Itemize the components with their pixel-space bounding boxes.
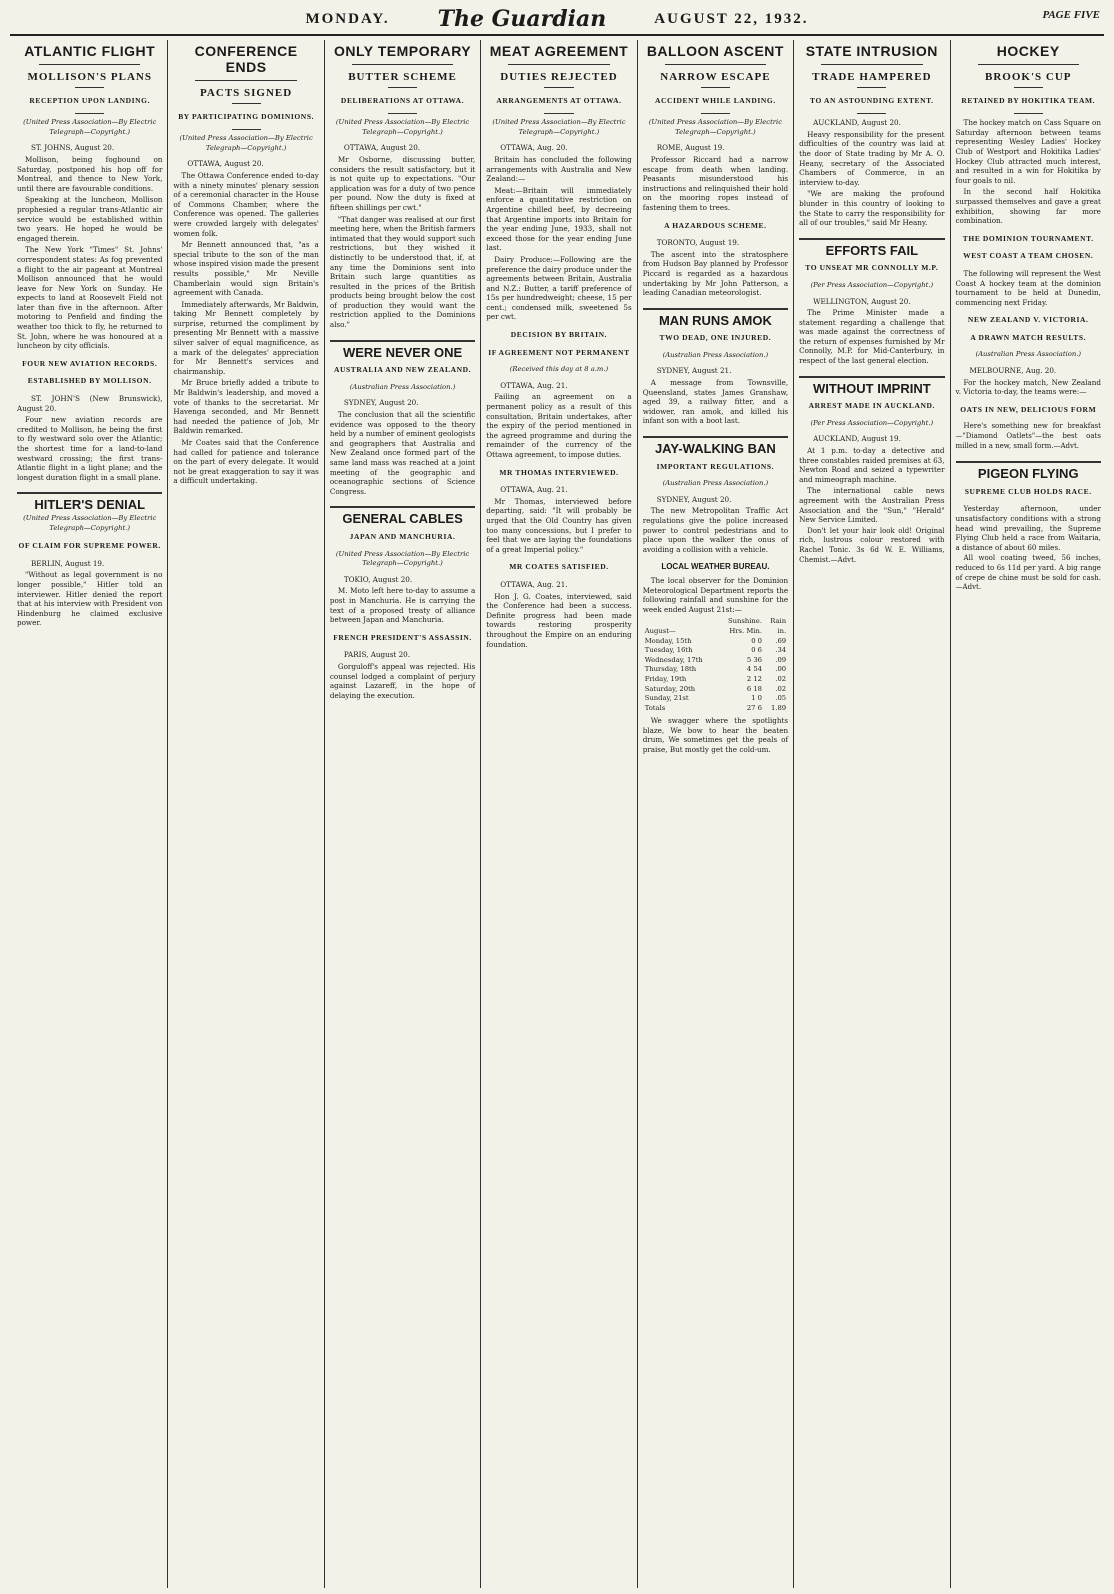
section-heading: THE DOMINION TOURNAMENT. (962, 233, 1094, 243)
credit-line: (Australian Press Association.) (662, 479, 769, 488)
table-cell: 1 0 (751, 694, 762, 703)
headline: EFFORTS FAIL (799, 238, 944, 256)
column-state-intrusion (794, 40, 950, 1588)
table-row (643, 675, 788, 685)
table-cell: Tuesday, 16th (644, 646, 693, 655)
deck: ARRANGEMENTS AT OTTAWA. (496, 95, 622, 105)
deck: SUPREME CLUB HOLDS RACE. (964, 486, 1092, 496)
credit-line: (United Press Association—By Electric Telegraph—Copyright.) (648, 118, 783, 136)
subheadline: DUTIES REJECTED (500, 71, 618, 83)
deck: RECEPTION UPON LANDING. (29, 95, 151, 105)
table-cell: 2 12 (746, 674, 762, 683)
deck: OF CLAIM FOR SUPREME POWER. (18, 541, 161, 551)
paragraph: The new Metropolitan Traffic Act regulations give the police increased power to control pedestrians and to place upon the walker the onus of avoiding a collision with a vehicle. (642, 506, 789, 554)
divider (232, 103, 261, 104)
paragraph: In the second half Hokitika surpassed themselves and gave a great exhibition, showing far more combination. (955, 187, 1101, 226)
table-cell: in. (777, 626, 787, 635)
table-row (643, 646, 788, 656)
divider (388, 113, 417, 114)
divider (1014, 87, 1043, 88)
table-cell: Sunday, 21st (644, 694, 689, 703)
paragraph: A message from Townsville, Queensland, states James Granshaw, aged 39, a railway fitter, and a widower, ran amok, and killed his infant son with a boot last. (642, 378, 789, 426)
section-subheading: A DRAWN MATCH RESULTS. (970, 332, 1087, 342)
headline: JAY-WALKING BAN (643, 436, 788, 454)
credit-line: (Australian Press Association.) (349, 382, 456, 391)
table-cell: 0 0 (751, 636, 762, 645)
deck: TO AN ASTOUNDING EXTENT. (810, 95, 934, 105)
table-cell: 0 6 (751, 646, 762, 655)
headline: WERE NEVER ONE (330, 340, 475, 358)
table-cell: Totals (644, 703, 666, 712)
masthead-title: The Guardian (437, 6, 607, 32)
paragraph: The following will represent the West Coast A hockey team at the dominion tournament to be held at Dunedin, commencing next Friday. (955, 268, 1101, 307)
column-balloon-ascent (638, 40, 794, 1588)
table-cell: 1.89 (770, 703, 787, 712)
page-number: PAGE FIVE (1042, 9, 1100, 21)
deck: JAPAN AND MANCHURIA. (349, 531, 456, 541)
section-heading: MR THOMAS INTERVIEWED. (499, 467, 619, 477)
headline: CONFERENCE ENDS (194, 43, 298, 75)
divider (1014, 113, 1043, 114)
masthead-day: MONDAY. (305, 10, 390, 27)
paragraph: The ascent into the stratosphere from Hudson Bay planned by Professor Piccard is regarded as a hazardous undertaking by Mr John Patterson, a leading Canadian meteorologist. (642, 249, 789, 298)
dateline: TOKIO, August 20. (343, 574, 413, 584)
dateline: OTTAWA, Aug. 21. (500, 380, 568, 390)
table-cell: 27 6 (746, 703, 762, 712)
paragraph: The conclusion that all the scientific evidence was opposed to the theory held by a number of eminent geologists and geographers that Australia and New Zealand once formed part of the same land mass was reached at a joint meeting of the geographic and oceanographic sections of Science Congress. (329, 410, 476, 496)
table-cell: August— (644, 626, 676, 635)
column-only-temporary (325, 40, 481, 1588)
credit-line: (Received this day at 8 a.m.) (509, 365, 609, 374)
headline: MEAT AGREEMENT (489, 43, 629, 59)
table-header-row (643, 617, 788, 627)
column-conference-ends (168, 40, 324, 1588)
dateline: OTTAWA, August 20. (343, 143, 421, 153)
deck: TWO DEAD, ONE INJURED. (659, 333, 772, 343)
dateline: ROME, August 19. (656, 143, 725, 153)
paragraph: Britain has concluded the following arrangements with Australia and New Zealand:— (486, 154, 632, 184)
section-heading: A HAZARDOUS SCHEME. (664, 220, 767, 230)
credit-line: (Australian Press Association.) (662, 350, 769, 359)
paragraph: The hockey match on Cass Square on Saturday afternoon between teams representing Wesley Ladies' Hockey Club of Westport and Hokitika Ladies' Hockey Club attracted much interest, and resulted in a win for Hokitika by four goals to nil. (955, 118, 1101, 185)
section-heading: FOUR NEW AVIATION RECORDS. (22, 358, 158, 368)
paragraph: "That danger was realised at our first meeting here, when the British farmers intimated that they would support such restrictions, but they wished it distinctly to be understood that, if, at any time the Dominions sent into Britain such large quantities as resulted in the prices of the British products being brought below the cost of production they would want the restriction applied to the Dominions also." (329, 214, 476, 330)
paragraph: At 1 p.m. to-day a detective and three constables raided premises at 63, Newton Road and seized a typewriter and mimeograph machine. (799, 446, 945, 484)
masthead (10, 4, 1104, 36)
credit-line: (United Press Association—By Electric Telegraph—Copyright.) (335, 118, 470, 136)
paragraph: Mr Coates said that the Conference had called for patience and tolerance on the part of every delegate. It would not be great exaggeration to say it was a difficult undertaking. (173, 438, 319, 486)
paragraph: The Prime Minister made a statement regarding a challenge that was made against the correctness of the return of expenses furnished by Mr Connolly, M.P. for Mid-Canterbury, in respect of the last general election. (799, 308, 945, 366)
subheadline: PACTS SIGNED (200, 87, 293, 99)
table-cell: Rain (770, 617, 787, 626)
paragraph: Mr Osborne, discussing butter, considers the result satisfactory, but it is not quite up to expectations. "Our application was for a duty of two pence per pound. Now the duty is fixed at fifteen shillings per cwt." (329, 154, 476, 212)
table-row (643, 694, 788, 704)
deck: TO UNSEAT MR CONNOLLY M.P. (805, 263, 939, 273)
table-cell: Friday, 19th (644, 674, 687, 683)
divider (195, 80, 296, 81)
masthead-date: AUGUST 22, 1932. (654, 10, 809, 27)
headline: STATE INTRUSION (805, 43, 938, 59)
paragraph: "Without as legal government is no longer possible," Hitler told an interviewer. Hitler denied the report that at his interview with President von Hindenburg he claimed exclusive power. (17, 570, 163, 628)
deck: RETAINED BY HOKITIKA TEAM. (961, 95, 1096, 105)
paragraph: The international cable news agreement with the Australian Press Association and the "Sun," "Herald" New Service Limited. (799, 486, 945, 525)
table-cell: .02 (775, 684, 787, 693)
dateline: SYDNEY, August 21. (656, 366, 732, 376)
dateline: BERLIN, August 19. (31, 558, 105, 568)
divider (544, 113, 573, 114)
section-heading: NEW ZEALAND V. VICTORIA. (967, 315, 1089, 325)
subheadline: BROOK'S CUP (985, 71, 1072, 83)
paragraph: Speaking at the luncheon, Mollison prophesied a regular trans-Atlantic air service would be established within two years. He hoped he would be engaged therein. (17, 195, 163, 243)
headline: HITLER'S DENIAL (17, 492, 162, 510)
divider (75, 113, 104, 114)
column-hockey (951, 40, 1106, 1588)
table-cell: Wednesday, 17th (644, 655, 703, 664)
advertisement: All wool coating tweed, 56 inches, reduced to 6s 11d per yard. A big range of crepe de chine must be sold for cash.—Advt. (955, 554, 1101, 592)
dateline: OTTAWA, Aug. 21. (500, 579, 568, 589)
paragraph: The Ottawa Conference ended to-day with a ninety minutes' plenary session of a ceremonial character in the House of Commons Chamber, where the Conference was opened. The galleries were crowded largely with delegates' women folk. (173, 170, 319, 238)
table-header-row (643, 627, 788, 637)
divider (821, 64, 922, 65)
credit-line: (Per Press Association—Copyright.) (810, 418, 934, 427)
paragraph: Meat:—Britain will immediately enforce a quantitative restriction on Argentine chilled beef, by decreeing that Argentine imports into Britain for the year ending June, 1933, shall not exceed those for the year ending June last. (486, 185, 632, 253)
subheadline: NARROW ESCAPE (660, 71, 771, 83)
section-subheading: IF AGREEMENT NOT PERMANENT (488, 347, 630, 357)
deck: AUSTRALIA AND NEW ZEALAND. (333, 365, 472, 375)
table-cell: Monday, 15th (644, 636, 692, 645)
section-heading: FRENCH PRESIDENT'S ASSASSIN. (333, 632, 472, 642)
credit-line: (United Press Association—By Electric Telegraph—Copyright.) (23, 118, 157, 136)
paragraph: Professor Riccard had a narrow escape from death when landing. Peasants misunderstood his instructions and relinquished their hold on the mooring ropes instead of fastening them to trees. (642, 154, 789, 212)
deck: BY PARTICIPATING DOMINIONS. (178, 111, 315, 121)
divider (978, 64, 1079, 65)
divider (39, 64, 140, 65)
paragraph: The local observer for the Dominion Meteorological Department reports the following rainfall and sunshine for the week ended August 21st:— (642, 575, 789, 614)
paragraph: Mollison, being fogbound on Saturday, postponed his hop off for Montreal, and thence to New York, until there are favourable conditions. (17, 154, 163, 193)
column-meat-agreement (481, 40, 637, 1588)
table-cell: Thursday, 18th (644, 665, 697, 674)
table-row (643, 665, 788, 675)
paragraph: M. Moto left here to-day to assume a post in Manchuria. He is carrying the text of a proposed treaty of alliance between Japan and Manchuria. (329, 586, 476, 625)
dateline: PARIS, August 20. (343, 650, 411, 660)
table-cell: 6 18 (746, 684, 762, 693)
subheadline: BUTTER SCHEME (348, 71, 457, 83)
dateline: SYDNEY, August 20. (343, 398, 419, 408)
table-cell: 5 36 (746, 655, 762, 664)
paragraph: Heavy responsibility for the present difficulties of the country was laid at the door of State trading by Mr A. O. Heany, secretary of the Associated Chambers of Commerce, in an interview to-day. (799, 129, 945, 187)
table-cell: .00 (775, 665, 787, 674)
divider (701, 113, 730, 114)
table-cell: .69 (775, 636, 787, 645)
table-cell: 4 54 (746, 665, 762, 674)
table-row (643, 656, 788, 666)
dateline: ST. JOHN'S (New Brunswick), August 20. (17, 394, 163, 413)
paragraph: Mr Bennett announced that, "as a special tribute to the son of the man whose inspired vision made the present results possible," Mr Neville Chamberlain would sign Britain's agreement with Canada. (173, 240, 319, 298)
column-atlantic-flight (12, 40, 168, 1588)
table-row (643, 685, 788, 695)
divider (665, 64, 766, 65)
subheadline: MOLLISON'S PLANS (27, 71, 152, 83)
section-heading: MR COATES SATISFIED. (509, 562, 609, 572)
dateline: OTTAWA, Aug. 21. (500, 485, 568, 495)
table-row (643, 637, 788, 647)
subheadline: TRADE HAMPERED (812, 71, 932, 83)
dateline: WELLINGTON, August 20. (813, 296, 911, 306)
paragraph: The New York "Times" St. Johns' correspondent states: As fog prevented a flight to the air pageant at Montreal Mollison announced that he would leave for New York on Sunday. He expects to land at Roosevelt Field not later than five in the afternoon. After motoring to Penfield and finding the weather too thick to fly, he returned to St. John, where he was honoured at a luncheon by city officials. (17, 245, 163, 351)
dateline: AUCKLAND, August 20. (813, 118, 901, 128)
divider (701, 87, 730, 88)
divider (232, 129, 261, 130)
dateline: ST. JOHNS, August 20. (31, 143, 115, 153)
table-cell (643, 617, 718, 627)
divider (857, 113, 886, 114)
headline: BALLOON ASCENT (646, 43, 784, 59)
deck: ACCIDENT WHILE LANDING. (654, 95, 776, 105)
credit-line: (United Press Association—By Electric Telegraph—Copyright.) (179, 134, 313, 152)
headline: HOCKEY (996, 43, 1060, 59)
dateline: AUCKLAND, August 19. (813, 434, 901, 444)
table-cell: Hrs. Min. (729, 626, 762, 635)
paragraph: Mr Thomas, interviewed before departing, said: "It will probably be urged that the Old Country has given too many concessions, but I prefer to feel that we are laying the foundations of a great Imperial policy." (486, 496, 632, 554)
advertisement: Here's something new for breakfast —"Diamond Oatlets"—the best oats milled in a new, small form.—Advt. (955, 422, 1101, 450)
credit-line: (Per Press Association—Copyright.) (810, 280, 934, 289)
divider (508, 64, 609, 65)
paragraph: For the hockey match, New Zealand v. Victoria to-day, the teams were:— (955, 377, 1101, 397)
paragraph: Four new aviation records are credited to Mollison, he being the first to fly westward solo over the Atlantic; the shortest time for a land-to-land westward crossing; the first trans-Atlantic flight in a light plane; and the longest duration flight in a small plane. (17, 415, 163, 482)
divider (388, 87, 417, 88)
dateline: MELBOURNE, Aug. 20. (969, 366, 1057, 376)
table-cell: Saturday, 20th (644, 684, 696, 693)
paragraph: Mr Bruce briefly added a tribute to Mr Baldwin's leadership, and moved a vote of thanks to the secretariat. Mr Havenga seconded, and Mr Bennett had needed the patience of Job, Mr Baldwin remarked. (173, 378, 319, 436)
weather-table (643, 617, 788, 713)
dateline: SYDNEY, August 20. (656, 494, 732, 504)
table-cell: .09 (775, 655, 787, 664)
headline: MAN RUNS AMOK (643, 308, 788, 326)
section-subheading: WEST COAST A TEAM CHOSEN. (963, 251, 1094, 261)
dateline: TORONTO, August 19. (656, 238, 740, 248)
deck: IMPORTANT REGULATIONS. (656, 461, 775, 471)
headline: ATLANTIC FLIGHT (24, 43, 156, 59)
paragraph: Dairy Produce:—Following are the preference the dairy produce under the agreements between Britain, Australia and N.Z.: Butter, a tariff preference of 15s per hundredweight; cheese, 15 per cent.; condensed milk, sweetened 5s per cwt. (486, 254, 632, 322)
headline: WITHOUT IMPRINT (799, 376, 944, 394)
divider (857, 87, 886, 88)
divider (75, 87, 104, 88)
deck: DELIBERATIONS AT OTTAWA. (340, 95, 465, 105)
table-cell: .02 (775, 674, 787, 683)
divider (544, 87, 573, 88)
section-heading: DECISION BY BRITAIN. (510, 330, 608, 340)
paragraph: Yesterday afternoon, under unsatisfactory conditions with a strong head wind prevailing, the Supreme Flying Club held a race from Waitaria, a distance of about 60 miles. (955, 504, 1101, 552)
paragraph: Hon J. G. Coates, interviewed, said the Conference had been a success. Definite progress had been made towards restoring prosperity throughout the Empire on an enduring foundation. (486, 591, 632, 649)
credit-line: (United Press Association—By Electric Telegraph—Copyright.) (492, 118, 626, 136)
paragraph: Gorguloff's appeal was rejected. His counsel lodged a complaint of perjury against Lazareff, in the hope of delaying the execution. (329, 661, 476, 700)
credit-line: (United Press Association—By Electric Telegraph—Copyright.) (335, 549, 470, 568)
credit-line: (Australian Press Association.) (975, 350, 1082, 359)
table-total-row (643, 704, 788, 714)
columns (12, 40, 1106, 1588)
credit-line: (United Press Association—By Electric Telegraph—Copyright.) (23, 513, 157, 532)
deck: ARREST MADE IN AUCKLAND. (808, 401, 935, 411)
headline: PIGEON FLYING (956, 461, 1101, 479)
headline: LOCAL WEATHER BUREAU. (661, 562, 770, 572)
paragraph: Failing an agreement on a permanent policy as a result of this consultation, Britain undertakes, after the expiry of the period mentioned in the agreed programme and during the remainder of the currency of the Ottawa agreement, to impose duties. (486, 392, 632, 459)
paragraph: "We are making the profound blunder in this country of looking to the State to carry the responsibility for all of our troubles," said Mr Heany. (799, 189, 945, 228)
headline: ONLY TEMPORARY (333, 43, 472, 59)
table-cell: .34 (775, 646, 787, 655)
divider (352, 64, 453, 65)
table-cell: Sunshine. (727, 617, 762, 626)
dateline: OTTAWA, August 20. (187, 159, 264, 169)
headline: GENERAL CABLES (330, 506, 475, 524)
advertisement-heading: OATS IN NEW, DELICIOUS FORM (960, 404, 1097, 414)
dateline: OTTAWA, Aug. 20. (500, 143, 568, 153)
paragraph: We swagger where the spotlights blaze, We bow to hear the beaten drum, We sometimes get the peals of praise, But mostly get the cold-um. (642, 716, 789, 755)
section-subheading: ESTABLISHED BY MOLLISON. (27, 376, 152, 386)
table-cell: .05 (775, 694, 787, 703)
advertisement: Don't let your hair look old! Original rich, lustrous colour restored with Rachel Tonic. 3s 6d W. E. Williams, Chemist.—Advt. (799, 526, 945, 564)
paragraph: Immediately afterwards, Mr Baldwin, taking Mr Bennett completely by surprise, returned the compliment by presenting Mr Bennett with a massive silver salver of equal magnificence, as a mark of the delegates' appreciation for Mr Bennett's services and chairmanship. (173, 299, 319, 376)
